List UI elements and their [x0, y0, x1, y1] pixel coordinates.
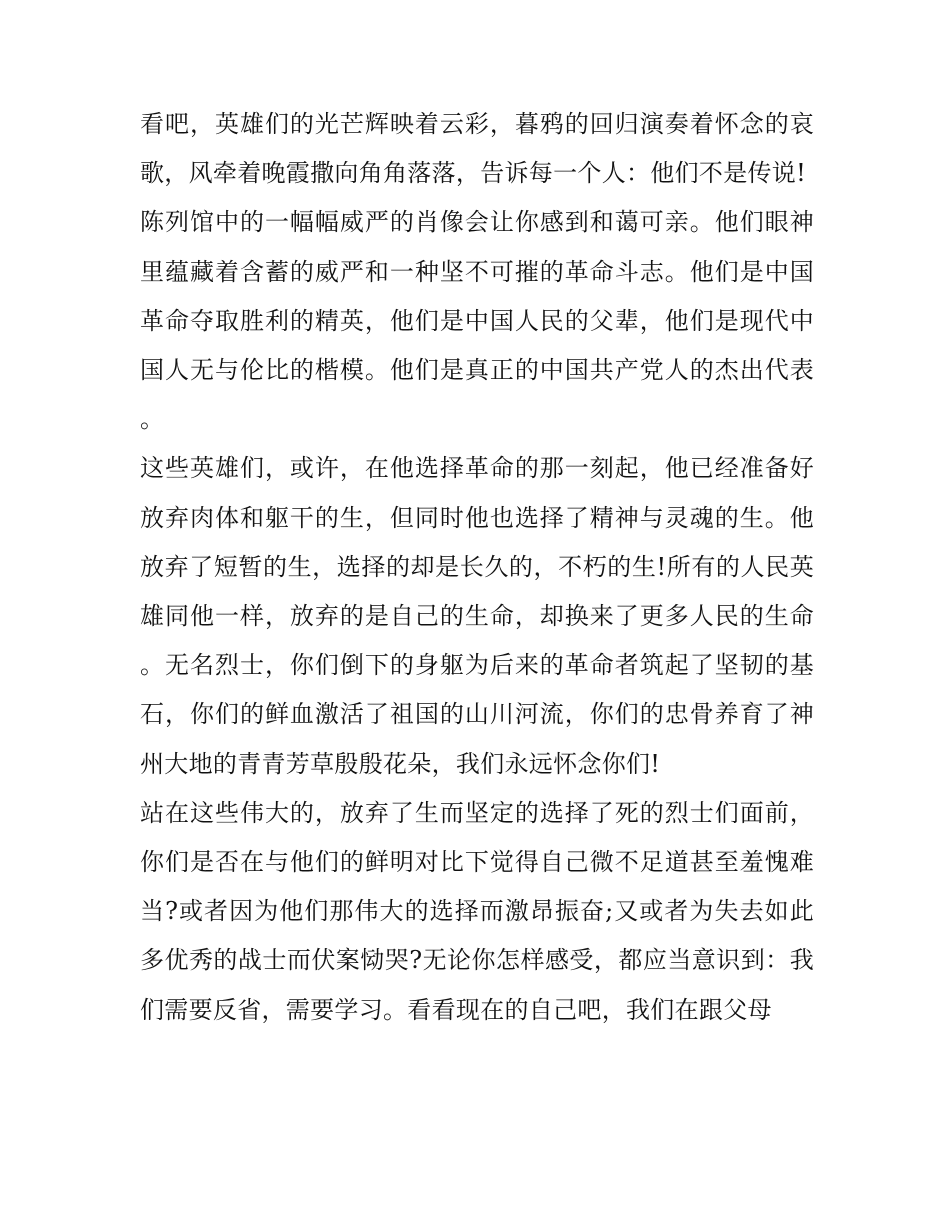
document-body [140, 100, 814, 1035]
paragraph-portraits: 陈列馆中的一幅幅威严的肖像会让你感到和蔼可亲。他们眼神里蕴藏着含蓄的威严和一种坚不可摧的革命斗志。他们是中国革命夺取胜利的精英，他们是中国人民的父辈，他们是现代中国人无与伦比的楷模。他们是真正的中国共产党人的杰出代表。 [140, 208, 814, 434]
paragraph-reflection: 站在这些伟大的，放弃了生而坚定的选择了死的烈士们面前，你们是否在与他们的鲜明对比下觉得自己微不足道甚至羞愧难当?或者因为他们那伟大的选择而激昂振奋;又或者为失去如此多优秀的战士而伏案恸哭?无论你怎样感受，都应当意识到：我们需要反省，需要学习。看看现在的自己吧，我们在跟父母 [140, 798, 814, 1024]
paragraph-heroes-legend: 看吧，英雄们的光芒辉映着云彩，暮鸦的回归演奏着怀念的哀歌，风牵着晚霞撒向角角落落，告诉每一个人：他们不是传说! [140, 110, 814, 188]
paragraph-sacrifice: 这些英雄们，或许，在他选择革命的那一刻起，他已经准备好放弃肉体和躯干的生，但同时他也选择了精神与灵魂的生。他放弃了短暂的生，选择的却是长久的，不朽的生!所有的人民英雄同他一样，放弃的是自己的生命，却换来了更多人民的生命。无名烈士，你们倒下的身躯为后来的革命者筑起了坚韧的基石，你们的鲜血激活了祖国的山川河流，你们的忠骨养育了神州大地的青青芳草殷殷花朵，我们永远怀念你们! [140, 454, 814, 778]
